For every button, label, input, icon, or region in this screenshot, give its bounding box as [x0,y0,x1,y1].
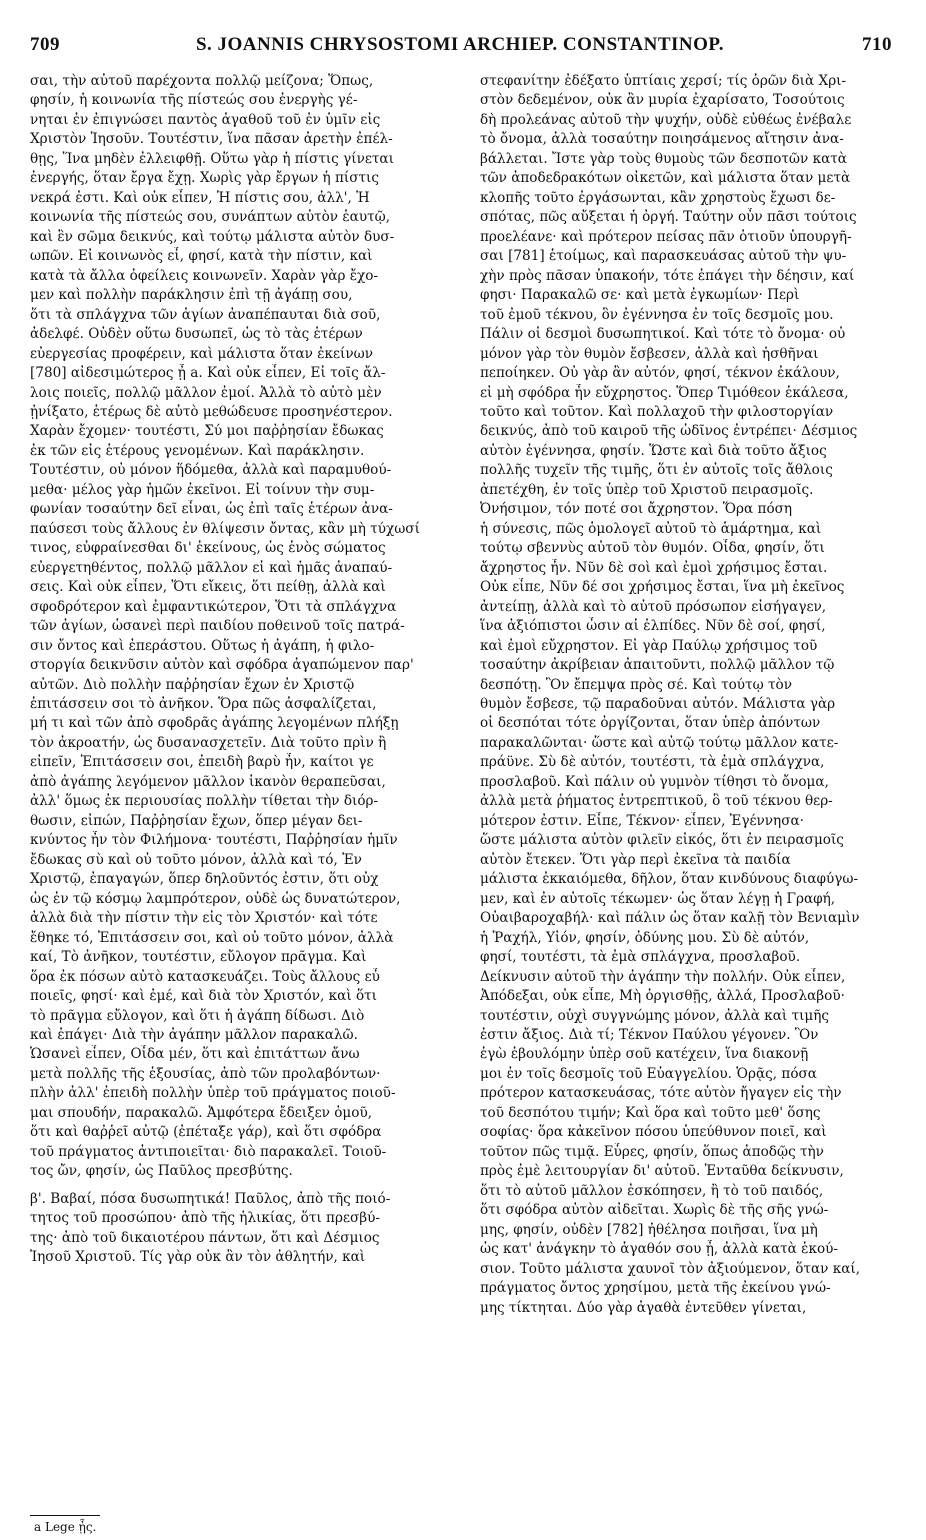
text-line: χὴν πρὸς πᾶσαν ὑπακοήν, τότε ἐπάγει τὴν δέησιν, καί [480,267,855,284]
text-line: καὶ ἐπάγει· Διὰ τὴν ἀγάπην μᾶλλον παρακαλῶ. [30,1026,358,1043]
text-line: τῶν ἁγίων, ὡσανεὶ περὶ παιδίου ποθεινοῦ τοῖς πατρά- [30,618,405,635]
text-line: ἀλλὰ μετὰ ῥήματος ἐντρεπτικοῦ, ὃ τοῦ τέκνου θερ- [480,793,833,810]
text-line: τοῦ δεσπότου τιμήν; Καὶ ὅρα καὶ τοῦτο μεθ' ὅσης [480,1104,821,1121]
text-line: τοσαύτην ἀκρίβειαν ἀπαιτοῦντι, πολλῷ μᾶλλον τῷ [480,657,835,674]
text-line: μή τι καὶ τῶν ἀπὸ σφοδρᾶς ἀγάπης λεγομένων πλήξῃ [30,715,399,732]
text-line: ποιεῖς, φησί· καὶ ἐμέ, καὶ διὰ τὸν Χριστόν, καὶ ὅτι [30,988,378,1005]
text-line: πλὴν ἀλλ' ἐπειδὴ πολλὴν ὑπὲρ τοῦ πράγματος ποιοῦ- [30,1085,396,1102]
running-title: S. JOANNIS CHRYSOSTOMI ARCHIEP. CONSTANTINOP. [195,34,725,55]
text-line: φησι· Παρακαλῶ σε· καὶ μετὰ ἐγκωμίων· Περὶ [480,287,800,304]
text-line: Δείκνυσιν αὐτοῦ τὴν ἀγάπην τὴν πολλήν. Οὐκ εἶπεν, [480,968,846,985]
text-line: Ὡσανεὶ εἶπεν, Οἶδα μέν, ὅτι καὶ ἐπιτάττων ἄνω [30,1046,360,1063]
text-line: παύσεσι τοὺς ἄλλους ἐν θλίψεσιν ὄντας, κἂν μὴ τύχωσί [30,520,420,537]
text-line: ἀδελφέ. Οὐδὲν οὕτω δυσωπεῖ, ὡς τὸ τὰς ἑτέρων [30,326,363,343]
text-line: θῃς, Ἵνα μηδὲν ἐλλειφθῇ. Οὕτω γὰρ ἡ πίστις γίνεται [30,150,394,167]
text-line: νηται ἐν ἐπιγνώσει παντὸς ἀγαθοῦ τοῦ ἐν ὑμῖν εἰς [30,111,381,128]
running-header [22,34,898,60]
text-line: τος ὤν, φησίν, ὡς Παῦλος πρεσβύτης. [30,1163,293,1180]
text-line: Πάλιν οἱ δεσμοὶ δυσωπητικοί. Καὶ τότε τὸ ὄνομα· οὐ [480,326,846,343]
text-line: ἡ σύνεσις, πῶς ὁμολογεῖ αὐτοῦ τὸ ἁμάρτημα, καὶ [480,520,822,537]
text-line: καὶ ἓν σῶμα δεικνύς, καὶ τούτῳ μάλιστα αὐτὸν δυσ- [30,228,395,245]
text-line: σιν ὄντος καὶ ἐπεράστου. Οὕτως ἡ ἀγάπη, ἡ φιλο- [30,637,375,654]
text-line: ωπῶν. Εἰ κοινωνὸς εἶ, φησί, κατὰ τὴν πίστιν, καὶ [30,248,373,265]
text-line: τὸν ἀκροατήν, ὡς δυσανασχετεῖν. Διὰ τοῦτο πρὶν ἢ [30,734,387,751]
text-line: μότερον ἐστιν. Εἶπε, Τέκνον· εἶπεν, Ἐγέννησα· [480,812,804,829]
text-line: κοινωνία τῆς πίστεώς σου, συνάπτων αὐτὸν ἑαυτῷ, [30,209,391,226]
text-line: πολλῆς τυχεῖν τῆς τιμῆς, ὅτι ἐν αὐτοῖς τοῖς ἄθλοις [480,462,833,479]
text-line: ἔθηκε τό, Ἐπιτάσσειν σοι, καὶ οὐ τοῦτο μόνον, ἀλλὰ [30,929,394,946]
text-line: κατὰ τὰ ἄλλα ὀφείλεις κοινωνεῖν. Χαρὰν γὰρ ἔχο- [30,267,379,284]
text-line: δεικνύς, ἀπὸ τοῦ καιροῦ τῆς ὠδῖνος ἐντρέπει· Δέσμιος [480,423,858,440]
text-line: θυμὸν ἔσβεσε, τῷ παραδοῦναι αὐτόν. Μάλιστα γὰρ [480,696,836,712]
text-line: σιον. Τοῦτο μάλιστα χαυνοῖ τὸν ἀξιούμενον, ὅταν καί, [480,1260,861,1277]
text-line: μης τίκτηται. Δύο γὰρ ἀγαθὰ ἐντεῦθεν γίνεται, [480,1299,807,1316]
text-line: σεις. Καὶ οὐκ εἶπεν, Ὅτι εἴκεις, ὅτι πείθῃ, ἀλλὰ καὶ [30,579,386,596]
text-line: τουτέστιν, οὐχὶ συγγνώμης μόνον, ἀλλὰ καὶ τιμῆς [480,1007,830,1024]
text-line: τὸ ὄνομα, ἀλλὰ τοσαύτην ποιησάμενος αἴτησιν ἀνα- [480,131,844,148]
text-line: πρὸς ἐμὲ λειτουργίαν δι' αὐτοῦ. Ἐνταῦθα δείκνυσιν, [480,1163,844,1180]
text-line: καί, Τὸ ἀνῆκον, τουτέστιν, εὔλογον πρᾶγμα. Καὶ [30,949,367,966]
text-line: μεν, καὶ ἐν αὐτοῖς τέκωμεν· ὡς ὅταν λέγῃ ἡ Γραφή, [480,890,836,907]
text-line: θωσιν, εἰπών, Παῤῥησίαν ἔχων, ὅπερ μέγαν δει- [30,812,363,829]
text-line: Τουτέστιν, οὐ μόνον ἥδόμεθα, ἀλλὰ καὶ παραμυθού- [30,462,392,479]
text-line: φωνίαν τοσαύτην δεῖ εἶναι, ὡς ἐπὶ ταῖς ἑτέρων ἀνα- [30,501,393,518]
text-line: ἡ Ῥαχήλ, Υἱόν, φησίν, ὀδύνης μου. Σὺ δὲ αὐτόν, [480,929,810,946]
text-line: πεποίηκεν. Οὐ γὰρ ἂν αὐτόν, φησί, τέκνον ἐκάλουν, [480,365,840,382]
text-line: ὅτι σφόδρα αὐτὸν αἰδεῖται. Χωρὶς δὲ τῆς σῆς γνώ- [480,1202,829,1219]
text-line: Χαρὰν ἔχομεν· τουτέστι, Σύ μοι παῤῥησίαν ἔδωκας [30,423,384,440]
text-line: ἐστιν ἄξιος. Διὰ τί; Τέκνον Παύλου γέγονεν. Ὃν [480,1026,819,1043]
text-line: προσλαβοῦ. Καὶ πάλιν οὐ γυμνὸν τίθησι τὸ ὄνομα, [480,773,829,790]
text-line: τοῦ ἐμοῦ τέκνου, ὃν ἐγέννησα ἐν τοῖς δεσμοῖς μου. [480,306,834,323]
text-line: κλοπῆς τοῦτο ἐργάσωνται, κἂν χρηστοὺς ἔχωσι δε- [480,189,836,206]
text-line: Χριστὸν Ἰησοῦν. Τουτέστιν, ἵνα πᾶσαν ἀρετὴν ἐπέλ- [30,131,393,148]
text-line: οἱ δεσπόται τότε ὀργίζονται, ὅταν ὑπὲρ ἀπόντων [480,715,821,732]
text-line: ὥστε μάλιστα αὐτὸν φιλεῖν εἰκός, ὅτι ἐν πειρασμοῖς [480,832,844,849]
text-line: Ἀπόδεξαι, οὐκ εἶπε, Μὴ ὀργισθῇς, ἀλλά, Προσλαβοῦ· [480,988,845,1005]
text-line: εὐεργεσίας προφέρειν, καὶ μάλιστα ὅταν ἐκείνων [30,345,374,362]
text-line: ᾐνίξατο, ἑτέρως δὲ αὐτὸ μεθώδευσε προσηνέστερον. [30,403,393,420]
text-line: μετὰ πολλῆς τῆς ἐξουσίας, ἀπὸ τῶν προλαβόντων· [30,1065,381,1082]
text-line: αὐτὸν ἐγέννησα, φησίν. Ὥστε καὶ διὰ τοῦτο ἄξιος [480,442,827,459]
text-line: μαι σπουδήν, παρακαλῶ. Ἀμφότερα ἔδειξεν ὁμοῦ, [30,1104,373,1121]
text-line: στεφανίτην ἐδέξατο ὑπτίαις χερσί; τίς ὁρῶν διὰ Χρι- [480,73,847,89]
text-line: πρότερον κατασκευάσας, τότε αὐτὸν ἤγαγεν εἰς τὴν [480,1085,842,1102]
text-line: σφοδρότερον καὶ ἐμφαντικώτερον, Ὅτι τὰ σπλάγχνα [30,598,397,615]
text-line: μης, φησίν, οὐδὲν [782] ἠθέλησα ποιῆσαι, ἵνα μὴ [480,1221,818,1238]
text-line: ἵνα ἀξιόπιστοι ὦσιν αἱ ἐλπίδες. Νῦν δὲ σοί, φησί, [480,618,826,635]
text-line: [780] αἰδεσιμώτερος ᾖ a. Καὶ οὐκ εἶπεν, Εἰ τοῖς ἄλ- [30,365,386,382]
text-line: ὡς κατ' ἀνάγκην τὸ ἀγαθόν σου ᾖ, ἀλλὰ κατὰ ἑκού- [480,1241,838,1258]
text-line: μεθα· μέλος γὰρ ἡμῶν ἐκεῖνοι. Εἰ τοίνυν τὴν συμ- [30,481,375,498]
text-line: τοῦτο καὶ τοῦτον. Καὶ πολλαχοῦ τὴν φιλοστοργίαν [480,403,834,420]
text-line: ἐνεργής, ὅταν ἔργα ἔχῃ. Χωρὶς γὰρ ἔργων ἡ πίστις [30,170,380,187]
text-line: εἰ μὴ σφόδρα ἦν εὔχρηστος. Ὅπερ Τιμόθεον ἐκάλεσα, [480,384,849,401]
text-line: ὅτι τὸ αὐτοῦ μᾶλλον ἐσκόπησεν, ἢ τὸ τοῦ παιδός, [480,1182,824,1199]
text-line: σοφίας· ὅρα κἀκεῖνον πόσου ὑπεύθυνον ποιεῖ, καὶ [480,1124,827,1141]
text-line: σαι [781] ἑτοίμως, καὶ παρασκευάσας αὐτοῦ τὴν ψυ- [480,248,847,265]
text-line: σπότας, πῶς αὔξεται ἡ ὀργή. Ταύτην οὖν πᾶσι τούτοις [480,209,857,226]
text-line: βάλλεται. Ἴστε γὰρ τοὺς θυμοὺς τῶν δεσποτῶν κατὰ [480,150,847,167]
text-line: μόνον γὰρ τὸν θυμὸν ἔσβεσεν, ἀλλὰ καὶ ἡσθῆναι [480,345,819,362]
text-line: παρακαλῶνται· ὥστε καὶ αὐτῷ τούτῳ μᾶλλον κατε- [480,734,839,751]
text-line: Οὐκ εἶπε, Νῦν δέ σοι χρήσιμος ἔσται, ἵνα μὴ ἐκεῖνος [480,579,845,596]
text-line: ἀπετέχθη, ἐν τοῖς ὑπὲρ τοῦ Χριστοῦ πειρασμοῖς. [480,481,814,498]
text-line: Ἰησοῦ Χριστοῦ. Τίς γὰρ οὐκ ἂν τὸν ἀθλητήν, καὶ [30,1249,366,1266]
text-line: εἰπεῖν, Ἐπιτάσσειν σοι, ἐπειδὴ βαρὺ ἦν, καίτοι γε [30,754,374,771]
text-line: τινος, εὐφραίνεσθαι δι' ἐκείνους, ὡς ἑνὸς σώματος [30,540,386,557]
text-line: β'. Βαβαί, πόσα δυσωπητικά! Παῦλος, ἀπὸ τῆς ποιό- [30,1190,391,1207]
text-line: τοῦ πράγματος ἀντιποιεῖται· διὸ παρακαλεῖ. Τοιοῦ- [30,1143,387,1160]
text-line: ἀλλὰ διὰ τὴν πίστιν τὴν εἰς τὸν Χριστόν· καὶ τότε [30,910,378,927]
text-line: ὅτι καὶ θαῤῥεῖ αὐτῷ (ἐπέταξε γάρ), καὶ ὅτι σφόδρα [30,1124,382,1141]
text-line: μάλιστα ἐκκαιόμεθα, δῆλον, ὅταν κινδύνους διαφύγω- [480,871,859,888]
text-line: ὡς ἐν τῷ κόσμῳ λαμπρότερον, οὐδὲ ὡς δυνατώτερον, [30,890,401,907]
text-line: τητος τοῦ προσώπου· ἀπὸ τῆς ἡλικίας, ὅτι πρεσβύ- [30,1210,380,1227]
text-line: Χριστῷ, ἐπαγαγών, ὅπερ δηλοῦντός ἐστιν, ὅτι οὐχ [30,871,379,888]
text-line: ἐπιτάσσειν σοι τὸ ἀνῆκον. Ὅρα πῶς ἀσφαλίζεται, [30,696,377,712]
text-line: ἀντείπῃ, ἀλλὰ καὶ τὸ αὐτοῦ πρόσωπον εἰσήγαγεν, [480,598,827,615]
text-line: ἐκ τῶν εἰς ἑτέρους γενομένων. Καὶ παράκλησιν. [30,442,365,459]
text-line: μοι ἐν τοῖς δεσμοῖς τοῦ Εὐαγγελίου. Ὁρᾷς, πόσα [480,1065,817,1082]
text-line: κνύντος ἦν τὸν Φιλήμονα· τουτέστι, Παῤῥησίαν ἡμῖν [30,832,398,849]
text-line: αὐτῶν. Διὸ πολλὴν παῤῥησίαν ἔχων ἐν Χριστῷ [30,676,355,693]
text-line: ὅρα ἐκ πόσων αὐτὸ κατασκευάζει. Τοὺς ἄλλους εὖ [30,968,380,985]
text-line: ἐγὼ ἐβουλόμην ὑπὲρ σοῦ κατέχειν, ἵνα διακονῇ [480,1046,809,1063]
text-line: μεν καὶ πολλὴν παράκλησιν ἐπὶ τῇ ἀγάπῃ σου, [30,287,353,304]
text-line: ἔδωκας σὺ καὶ οὐ τοῦτο μόνον, ἀλλὰ καὶ τό, Ἐν [30,851,362,868]
text-line: φησίν, ἡ κοινωνία τῆς πίστεώς σου ἐνεργὴς γέ- [30,92,358,109]
text-line: πράϋνε. Σὺ δὲ αὐτόν, τουτέστι, τὰ ἐμὰ σπλάγχνα, [480,754,825,771]
text-line: φησί, τουτέστι, τὰ ἐμὰ σπλάγχνα, προσλαβοῦ. [480,949,801,966]
text-line: τοῦτον πῶς τιμᾷ. Εὗρες, φησίν, ὅπως ἀποδῷς τὴν [480,1143,824,1160]
text-line: τούτῳ σβεννὺς αὐτοῦ τὸν θυμόν. Οἶδα, φησίν, ὅτι [480,540,825,557]
text-line: στὸν δεδεμένον, οὐκ ἂν μυρία ἐχαρίσατο, Τοσούτοις [480,92,845,109]
right-column [480,72,908,1318]
text-line: ὅτι τὰ σπλάγχνα τῶν ἁγίων ἀναπέπαυται διὰ σοῦ, [30,306,381,323]
footnote-rule [30,1515,100,1516]
page-number-left: 709 [30,34,60,55]
text-line: δεσπότῃ. Ὃν ἔπεμψα πρὸς σέ. Καὶ τούτῳ τὸν [480,676,792,693]
text-line: αὐτὸν ἔτεκεν. Ὅτι γὰρ περὶ ἐκεῖνα τὰ παιδία [480,851,791,868]
text-line: εὐεργετηθέντος, πολλῷ μᾶλλον εἰ καὶ ἡμᾶς ἀναπαύ- [30,559,393,576]
text-line: νεκρά ἐστι. Καὶ οὐκ εἶπεν, Ἡ πίστις σου, ἀλλ', Ἡ [30,189,370,206]
footnote: a Lege ᾖς. [34,1520,97,1534]
page-number-right: 710 [862,34,892,55]
text-line: σαι, τὴν αὐτοῦ παρέχοντα πολλῷ μείζονα; Ὅπως, [30,73,374,89]
text-line: δὴ προλεάνας αὐτοῦ τὴν ψυχήν, οὐδὲ εὐθέως ἐνέβαλε [480,111,852,128]
text-line: της· ἀπὸ τοῦ δικαιοτέρου πάντων, ὅτι καὶ Δέσμιος [30,1229,380,1246]
text-line: ἀπὸ ἀγάπης λεγόμενον μᾶλλον ἱκανὸν θεραπεῦσαι, [30,773,386,790]
text-line: στοργία δεικνῦσιν αὐτὸν καὶ σφόδρα ἀγαπώμενον παρ' [30,657,414,674]
text-line: λοις ποιεῖς, πολλῷ μᾶλλον ἐμοί. Ἀλλὰ τὸ αὐτὸ μὲν [30,384,382,401]
text-line: ἀλλ' ὅμως ἐκ περιουσίας πολλὴν τίθεται τὴν διόρ- [30,793,379,810]
text-line: Ὀνήσιμον, τόν ποτέ σοι ἄχρηστον. Ὅρα πόση [480,501,793,518]
text-line: τῶν ἀποδεδρακότων οἰκετῶν, καὶ μάλιστα ὅταν μετὰ [480,170,851,187]
text-line: πράγματος ὄντος χρησίμου, μετὰ τῆς ἐκείνου γνώ- [480,1280,831,1297]
text-line: καὶ ἐμοὶ εὔχρηστον. Εἰ γὰρ Παύλῳ χρήσιμος τοῦ [480,637,818,654]
text-line: προελέανε· καὶ πρότερον πείσας πᾶν ὁτιοῦν ὑπουργῆ- [480,228,852,245]
text-line: τὸ πρᾶγμα εὔλογον, καὶ ὅτι ἡ ἀγάπη δίδωσι. Διὸ [30,1007,365,1024]
left-column [30,72,458,1268]
text-line: ἄχρηστος ἦν. Νῦν δὲ σοὶ καὶ ἐμοὶ χρήσιμος ἔσται. [480,559,828,576]
text-line: Οὐαιβαροχαβήλ· καὶ πάλιν ὡς ὅταν καλῇ τὸν Βενιαμὶν [480,910,860,927]
